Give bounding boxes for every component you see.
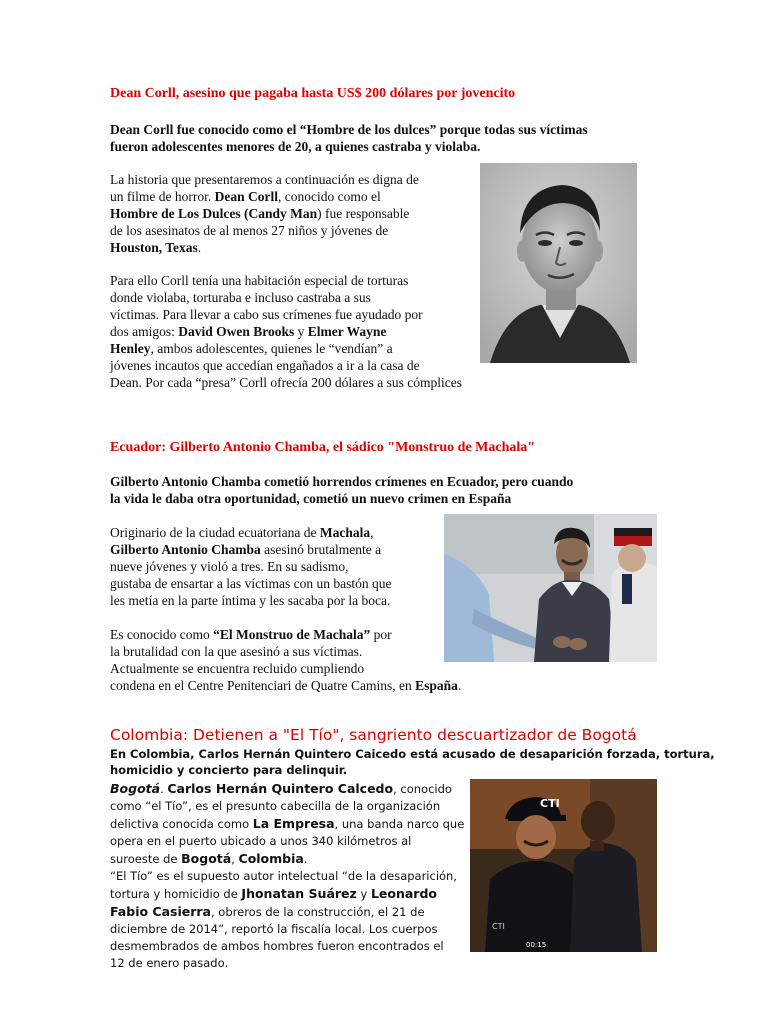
- section3-title: Colombia: Detienen a "El Tío", sangriento descuartizador de Bogotá: [110, 726, 637, 744]
- section3-lead: En Colombia, Carlos Hernán Quintero Caicedo está acusado de desaparición forzada, tortura, homicidio y concierto para delinquir.: [110, 747, 715, 777]
- el-tio-video-still: [470, 779, 657, 952]
- section3-paragraph: Bogotá. Carlos Hernán Quintero Calcedo, conocido como “el Tío”, es el presunto cabecilla de la organización delictiva conocida como La Empresa, una banda narco que opera en el puerto ubicado a unos 340 kilómetros al suroeste de Bogotá, Colombia. “El Tío” es el supuesto autor intelectual “de la desaparición, tortura y homicidio de Jhonatan Suárez y Leonardo Fabio Casierra, obreros de la construcción, el 21 de diciembre de 2014”, reportó la fiscalía local. Los cuerpos desmembrados de ambos hombres fueron encontrados el 12 de enero pasado.: [110, 781, 465, 970]
- section2-paragraph1: Originario de la ciudad ecuatoriana de Machala, Gilberto Antonio Chamba asesinó brutalmente a nueve jóvenes y violó a tres. En su sadismo, gustaba de ensartar a las víctimas con un bastón que les metía en la parte íntima y les sacaba por la boca.: [110, 525, 392, 608]
- cti-badge-label: CTI: [540, 797, 560, 810]
- dean-corll-photo: [480, 163, 637, 363]
- section2-title: Ecuador: Gilberto Antonio Chamba, el sádico "Monstruo de Machala": [110, 440, 536, 455]
- section2-paragraph2: Es conocido como “El Monstruo de Machala” por la brutalidad con la que asesinó a sus víctimas. Actualmente se encuentra recluido cumpliendo condena en el Centre Penitenciari de Quatre Camins, en España.: [110, 627, 462, 693]
- video-timestamp: 00:15: [526, 941, 547, 949]
- section1-title: Dean Corll, asesino que pagaba hasta US$ 200 dólares por jovencito: [110, 86, 516, 101]
- cti-vest-label: CTI: [492, 922, 505, 931]
- section1-lead: Dean Corll fue conocido como el “Hombre de los dulces” porque todas sus víctimas fueron adolescentes menores de 20, a quienes castraba y violaba.: [110, 122, 588, 154]
- section1-paragraph2: Para ello Corll tenía una habitación especial de torturas donde violaba, torturaba e incluso castraba a sus víctimas. Para llevar a cabo sus crímenes fue ayudado por dos amigos: David Owen Brooks y Elmer Wayne Henley, ambos adolescentes, quienes le “vendían” a jóvenes incautos que accedían engañados a ir a la casa de Dean. Por cada “presa” Corll ofrecía 200 dólares a sus cómplices: [110, 273, 462, 390]
- section1-paragraph1: La historia que presentaremos a continuación es digna de un filme de horror. Dean Corll, conocido como el Hombre de Los Dulces (Candy Man) fue responsable de los asesinatos de al menos 27 niños y jóvenes de Houston, Texas.: [110, 172, 419, 255]
- chamba-arrest-photo: [444, 514, 657, 662]
- section2-lead: Gilberto Antonio Chamba cometió horrendos crímenes en Ecuador, pero cuando la vida le daba otra oportunidad, cometió un nuevo crimen en España: [110, 474, 574, 506]
